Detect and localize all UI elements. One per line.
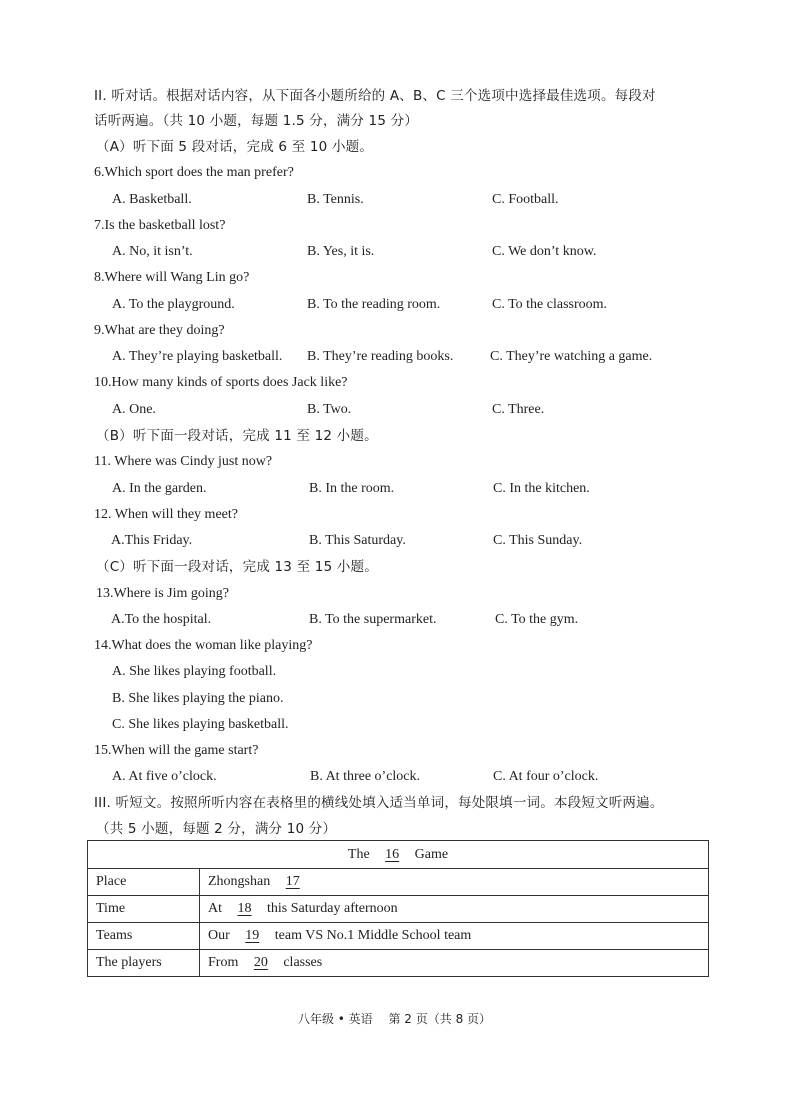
question-6: 6.Which sport does the man prefer? (94, 165, 294, 180)
row-label: Time (88, 896, 200, 923)
question-15: 15.When will the game start? (94, 743, 259, 758)
q14-option-b: B. She likes playing the piano. (112, 691, 284, 706)
blank-20: 20 (253, 955, 268, 970)
question-8: 8.Where will Wang Lin go? (94, 270, 250, 285)
q12-option-a: A.This Friday. (111, 533, 193, 548)
table-row (88, 950, 709, 977)
q9-option-a: A. They’re playing basketball. (112, 349, 283, 364)
q11-option-c: C. In the kitchen. (493, 481, 590, 496)
row-pre: From (208, 955, 239, 970)
q11-option-b: B. In the room. (309, 481, 395, 496)
q13-option-b: B. To the supermarket. (309, 612, 437, 627)
question-14: 14.What does the woman like playing? (94, 638, 313, 653)
question-11: 11. Where was Cindy just now? (94, 454, 273, 469)
table-row (88, 869, 709, 896)
title-pre: The (347, 846, 370, 862)
q7-option-b: B. Yes, it is. (307, 244, 375, 259)
q10-option-a: A. One. (112, 402, 156, 417)
part-c-instruction: （C）听下面一段对话，完成 13 至 15 小题。 (96, 559, 378, 575)
section-2-heading-line2: 话听两遍。（共 10 小题，每题 1.5 分，满分 15 分） (94, 113, 419, 129)
q14-option-c: C. She likes playing basketball. (112, 717, 289, 732)
table-title-row (88, 841, 709, 869)
table-title-cell (88, 841, 709, 869)
q6-option-b: B. Tennis. (307, 192, 364, 207)
section-3-heading-line2: （共 5 小题，每题 2 分，满分 10 分） (96, 821, 337, 837)
row-content (200, 950, 709, 977)
q12-option-b: B. This Saturday. (309, 533, 406, 548)
row-label: Teams (88, 923, 200, 950)
q9-option-b: B. They’re reading books. (307, 349, 454, 364)
row-pre: At (208, 901, 222, 916)
title-post: Game (414, 846, 449, 862)
q8-option-a: A. To the playground. (112, 297, 235, 312)
part-a-instruction: （A）听下面 5 段对话，完成 6 至 10 小题。 (96, 139, 374, 155)
question-9: 9.What are they doing? (94, 323, 225, 338)
row-content (200, 869, 709, 896)
blank-16: 16 (385, 846, 400, 862)
part-b-instruction: （B）听下面一段对话，完成 11 至 12 小题。 (96, 428, 378, 444)
question-12: 12. When will they meet? (94, 507, 238, 522)
q11-option-a: A. In the garden. (112, 481, 207, 496)
q8-option-c: C. To the classroom. (492, 297, 608, 312)
page-footer: 八年级 • 英语 第 2 页（共 8 页） (297, 1012, 492, 1026)
row-label: The players (88, 950, 200, 977)
blank-19: 19 (245, 928, 260, 943)
q9-option-c: C. They’re watching a game. (490, 349, 653, 364)
q14-option-a: A. She likes playing football. (112, 664, 277, 679)
table-row (88, 896, 709, 923)
row-content (200, 923, 709, 950)
row-pre: Zhongshan (208, 874, 271, 889)
blank-18: 18 (237, 901, 252, 916)
q7-option-a: A. No, it isn’t. (112, 244, 193, 259)
row-label: Place (88, 869, 200, 896)
q8-option-b: B. To the reading room. (307, 297, 441, 312)
section-3-heading-line1: III. 听短文。按照所听内容在表格里的横线处填入适当单词，每处限填一词。本段短文听两遍。 (94, 795, 664, 811)
row-post: team VS No.1 Middle School team (274, 928, 472, 943)
question-13: 13.Where is Jim going? (96, 586, 229, 601)
q7-option-c: C. We don’t know. (492, 244, 597, 259)
q12-option-c: C. This Sunday. (493, 533, 583, 548)
blank-17: 17 (285, 874, 300, 889)
section-2-heading-line1: II. 听对话。根据对话内容，从下面各小题所给的 A、B、C 三个选项中选择最佳选项。每段对 (94, 88, 656, 104)
q13-option-a: A.To the hospital. (111, 612, 212, 627)
q10-option-c: C. Three. (492, 402, 545, 417)
q13-option-c: C. To the gym. (495, 612, 579, 627)
table-row (88, 923, 709, 950)
question-7: 7.Is the basketball lost? (94, 218, 226, 233)
q15-option-a: A. At five o’clock. (112, 769, 217, 784)
q10-option-b: B. Two. (307, 402, 352, 417)
q15-option-c: C. At four o’clock. (493, 769, 599, 784)
q6-option-a: A. Basketball. (112, 192, 192, 207)
q6-option-c: C. Football. (492, 192, 559, 207)
q15-option-b: B. At three o’clock. (310, 769, 421, 784)
question-10: 10.How many kinds of sports does Jack like? (94, 375, 348, 390)
row-post: this Saturday afternoon (267, 901, 398, 916)
notes-table (87, 840, 709, 977)
row-pre: Our (208, 928, 230, 943)
row-post: classes (283, 955, 323, 970)
row-content (200, 896, 709, 923)
